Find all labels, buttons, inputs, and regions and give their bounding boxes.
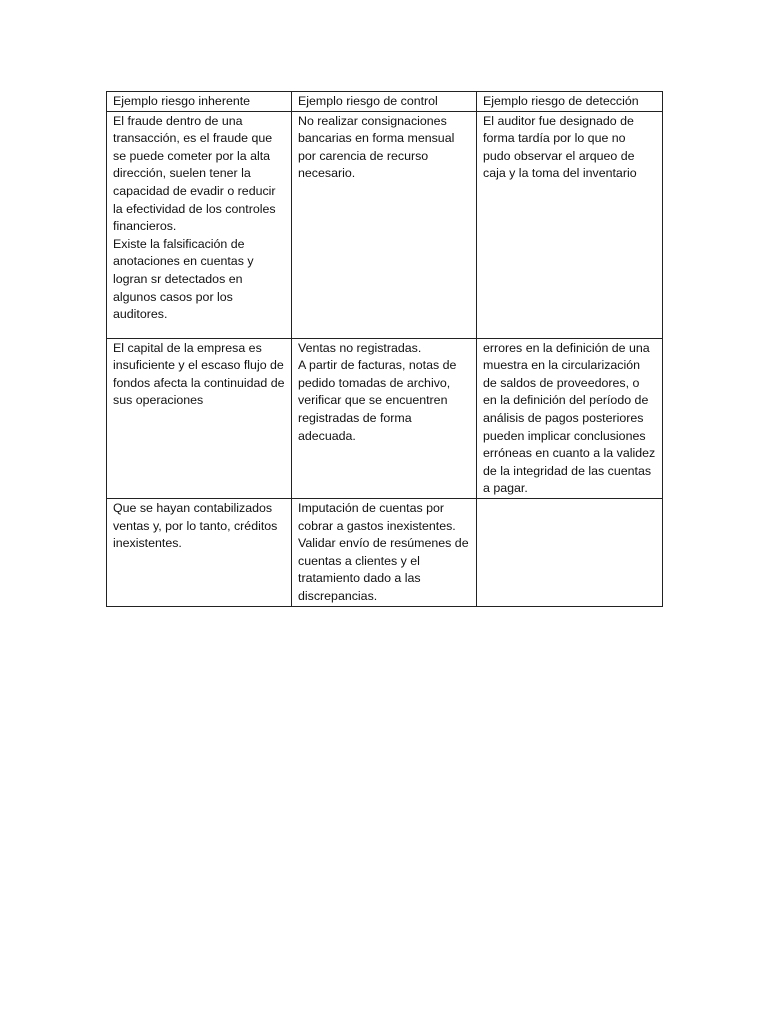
cell-text: El fraude dentro de una transacción, es el fraude que se puede cometer por la alta dirección, suelen tener la capacidad de evadir o reducir la efectividad de los controles financieros. — [113, 113, 276, 234]
cell-text: errores en la definición de una muestra en la circularización de saldos de proveedores, o en la definición del período de análisis de pagos posteriores pueden implicar conclusiones erróneas en cuanto a la validez de la integridad de las cuentas a pagar. — [483, 340, 656, 496]
cell-control — [292, 498, 477, 606]
table-row — [107, 338, 663, 498]
header-riesgo-control: Ejemplo riesgo de control — [292, 92, 477, 112]
cell-text: Validar envío de resúmenes de cuentas a clientes y el tratamiento dado a las discrepancias. — [298, 536, 469, 603]
cell-text: El auditor fue designado de forma tardía por lo que no pudo observar el arqueo de caja y la toma del inventario — [483, 113, 637, 181]
cell-deteccion — [477, 338, 663, 498]
cell-control — [292, 111, 477, 338]
cell-deteccion — [477, 111, 663, 338]
cell-inherente — [107, 498, 292, 606]
cell-inherente — [107, 111, 292, 338]
table-row — [107, 111, 663, 338]
cell-inherente — [107, 338, 292, 498]
risk-examples-table — [106, 91, 663, 607]
cell-deteccion-empty — [477, 498, 663, 606]
table-row — [107, 498, 663, 606]
cell-text: A partir de facturas, notas de pedido tomadas de archivo, verificar que se encuentren registradas de forma adecuada. — [298, 358, 457, 443]
table-body — [107, 111, 663, 606]
cell-text: Que se hayan contabilizados ventas y, por lo tanto, créditos inexistentes. — [113, 500, 278, 551]
cell-text: Imputación de cuentas por cobrar a gastos inexistentes. — [298, 500, 456, 533]
header-riesgo-deteccion: Ejemplo riesgo de detección — [477, 92, 663, 112]
cell-text: Ventas no registradas. — [298, 340, 422, 355]
cell-text: El capital de la empresa es insuficiente y el escaso flujo de fondos afecta la continuidad de sus operaciones — [113, 340, 285, 408]
cell-control — [292, 338, 477, 498]
header-riesgo-inherente: Ejemplo riesgo inherente — [107, 92, 292, 112]
header-row — [107, 92, 663, 112]
cell-text: Existe la falsificación de anotaciones en cuentas y logran sr detectados en algunos casos por los auditores. — [113, 236, 254, 322]
table-header — [107, 92, 663, 112]
cell-text: No realizar consignaciones bancarias en forma mensual por carencia de recurso necesario. — [298, 113, 455, 181]
